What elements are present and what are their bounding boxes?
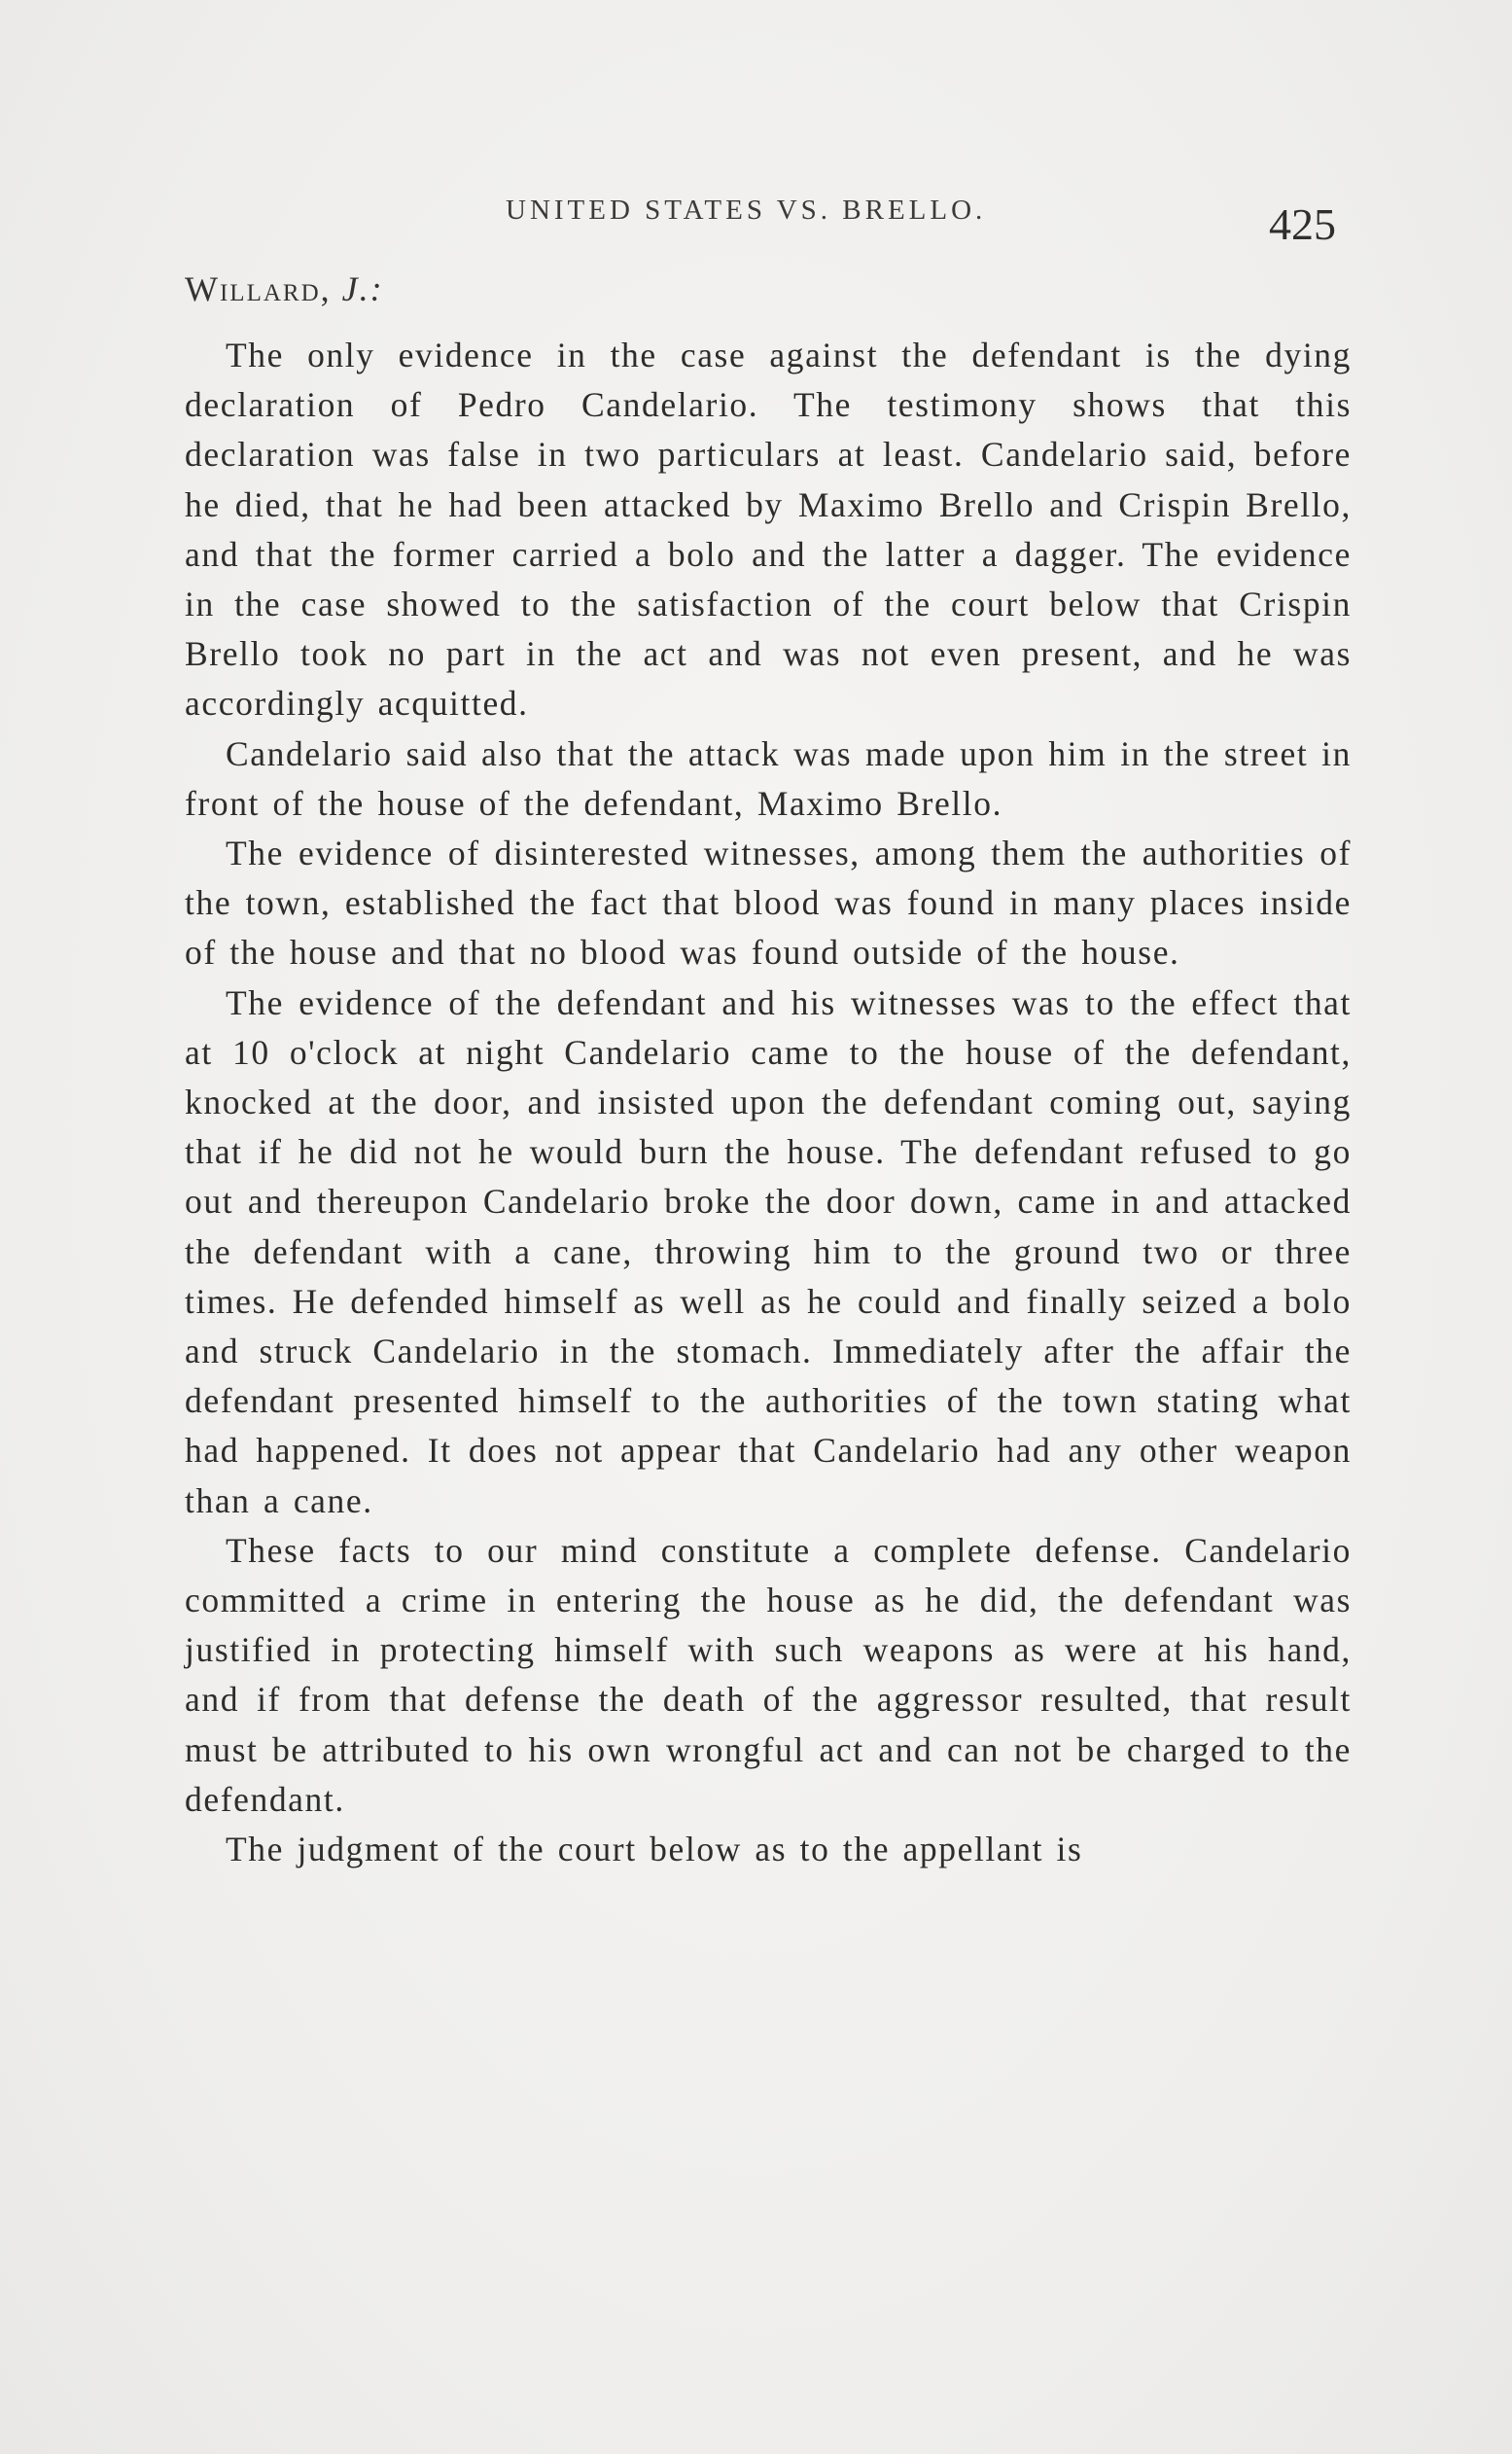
- page-number: 425: [1269, 199, 1336, 249]
- paragraph: Candelario said also that the attack was made upon him in the street in front of the house of the defendant, Maximo Brello.: [185, 733, 1352, 823]
- paragraph: These facts to our mind constitute a complete defense. Candelario committed a crime in entering the house as he did, the defendant was justified in protecting himself with such weapons as were at his hand, and if from that defense the death of the aggressor resulted, that result must be attributed to his own wrongful act and can not be charged to the defendant.: [185, 1530, 1352, 1819]
- paragraph: The evidence of the defendant and his witnesses was to the effect that at 10 o'clock at night Candelario came to the house of the defendant, knocked at the door, and insisted upon the defendant coming out, saying that if he did not he would burn the house. The defendant refused to go out and thereupon Candelario broke the door down, came in and attacked the defendant with a cane, throwing him to the ground two or three times. He defended himself as well as he could and finally seized a bolo and struck Candelario in the stomach. Immediately after the affair the defendant presented himself to the authorities of the town stating what had happened. It does not appear that Candelario had any other weapon than a cane.: [185, 982, 1352, 1520]
- judge-name: Willard,: [185, 269, 332, 308]
- running-head: UNITED STATES VS. BRELLO.: [506, 195, 987, 226]
- paragraph: The only evidence in the case against the defendant is the dying declaration of Pedro Candelario. The testimony shows that this declaration was false in two particulars at least. Candelario said, before he died, that he had been attacked by Maximo Brello and Crispin Brello, and that the former carried a bolo and the latter a dagger. The evidence in the case showed to the satisfaction of the court below that Crispin Brello took no part in the act and was not even present, and he was accordingly acquitted.: [185, 336, 1352, 724]
- opinion-text: [185, 331, 1352, 1874]
- judge-title: J.:: [341, 269, 384, 308]
- judge-byline: [185, 268, 384, 309]
- paragraph: The judgment of the court below as to the appellant is: [226, 1830, 1083, 1869]
- paragraph: The evidence of disinterested witnesses, among them the authorities of the town, established the fact that blood was found in many places inside of the house and that no blood was found outside of the house.: [185, 834, 1352, 973]
